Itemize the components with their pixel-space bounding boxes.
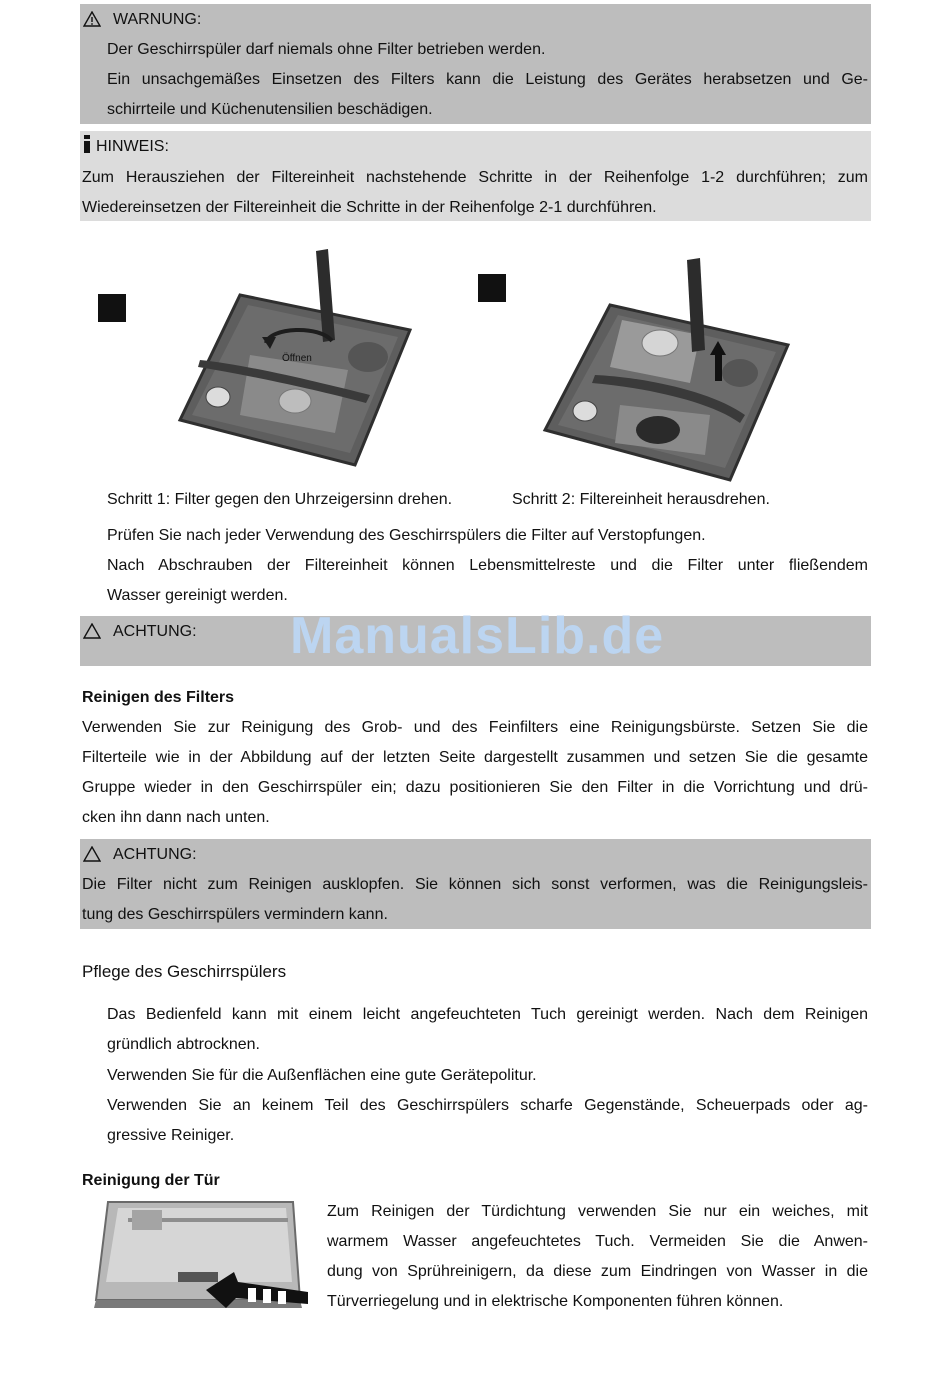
filter-step-2-illustration bbox=[540, 255, 795, 485]
step-1-caption: Schritt 1: Filter gegen den Uhrzeigersinn drehen. bbox=[107, 491, 453, 508]
care-line-1: Das Bedienfeld kann mit einem leicht angefeuchteten Tuch gereinigt werden. Nach dem Reinigen bbox=[107, 1006, 868, 1023]
filter-cleaning-line-3: Gruppe wieder in den Geschirrspüler ein; dazu positionieren Sie den Filter in die Vorrichtung und drü- bbox=[82, 779, 868, 796]
note-line-2: Wiedereinsetzen der Filtereinheit die Schritte in der Reihenfolge 2-1 durchführen. bbox=[82, 199, 657, 216]
door-line-4: Türverriegelung und in elektrische Komponenten führen können. bbox=[327, 1293, 784, 1310]
filter-step-1-illustration bbox=[170, 245, 420, 470]
warning-line-3: schirrteile und Küchenutensilien beschädigen. bbox=[107, 101, 433, 118]
filter-cleaning-line-2: Filterteile wie in der Abbildung auf der letzten Seite dargestellt zusammen und setzen Sie die gesamte bbox=[82, 749, 868, 766]
caution-triangle-icon bbox=[83, 846, 101, 862]
step-1-marker bbox=[98, 294, 126, 322]
step-2-marker bbox=[478, 274, 506, 302]
door-heading: Reinigung der Tür bbox=[82, 1172, 220, 1189]
check-line-1: Prüfen Sie nach jeder Verwendung des Geschirrspülers die Filter auf Verstopfungen. bbox=[107, 527, 706, 544]
care-line-5: gressive Reiniger. bbox=[107, 1127, 235, 1144]
caution-2-line-1: Die Filter nicht zum Reinigen ausklopfen. Sie können sich sonst verformen, was die Reinigungsleis- bbox=[82, 876, 868, 893]
filter-cleaning-line-1: Verwenden Sie zur Reinigung des Grob- und des Feinfilters eine Reinigungsbürste. Setzen Sie die bbox=[82, 719, 868, 736]
filter-cleaning-line-4: cken ihn dann nach unten. bbox=[82, 809, 270, 826]
door-line-1: Zum Reinigen der Türdichtung verwenden Sie nur ein weiches, mit bbox=[327, 1203, 868, 1220]
warning-triangle-icon bbox=[83, 11, 101, 27]
care-line-3: Verwenden Sie für die Außenflächen eine gute Gerätepolitur. bbox=[107, 1067, 537, 1084]
check-line-2: Nach Abschrauben der Filtereinheit können Lebensmittelreste und die Filter unter fließendem bbox=[107, 557, 868, 574]
care-line-4: Verwenden Sie an keinem Teil des Geschirrspülers scharfe Gegenstände, Scheuerpads oder ag- bbox=[107, 1097, 868, 1114]
door-seal-illustration bbox=[88, 1200, 313, 1312]
info-icon bbox=[82, 135, 92, 153]
door-line-2: warmem Wasser angefeuchtetes Tuch. Vermeiden Sie die Anwen- bbox=[327, 1233, 868, 1250]
note-line-1: Zum Herausziehen der Filtereinheit nachstehende Schritte in der Reihenfolge 1-2 durchführen; zum bbox=[82, 169, 868, 186]
door-line-3: dung von Sprühreinigern, da diese zum Eindringen von Wasser in die bbox=[327, 1263, 868, 1280]
caution-2-line-2: tung des Geschirrspülers vermindern kann. bbox=[82, 906, 388, 923]
warning-line-2: Ein unsachgemäßes Einsetzen des Filters kann die Leistung des Gerätes herabsetzen und Ge- bbox=[107, 71, 868, 88]
warning-title: WARNUNG: bbox=[113, 11, 202, 28]
care-heading: Pflege des Geschirrspülers bbox=[82, 962, 287, 981]
caution-triangle-icon bbox=[83, 623, 101, 639]
open-label: Öffnen bbox=[282, 353, 312, 364]
note-title: HINWEIS: bbox=[96, 138, 169, 155]
step-2-caption: Schritt 2: Filtereinheit herausdrehen. bbox=[512, 491, 770, 508]
check-line-3: Wasser gereinigt werden. bbox=[107, 587, 288, 604]
watermark: ManualsLib.de bbox=[290, 607, 665, 665]
caution-title-2: ACHTUNG: bbox=[113, 846, 197, 863]
filter-cleaning-heading: Reinigen des Filters bbox=[82, 689, 235, 706]
warning-line-1: Der Geschirrspüler darf niemals ohne Filter betrieben werden. bbox=[107, 41, 546, 58]
caution-title-1: ACHTUNG: bbox=[113, 623, 197, 640]
care-line-2: gründlich abtrocknen. bbox=[107, 1036, 260, 1053]
